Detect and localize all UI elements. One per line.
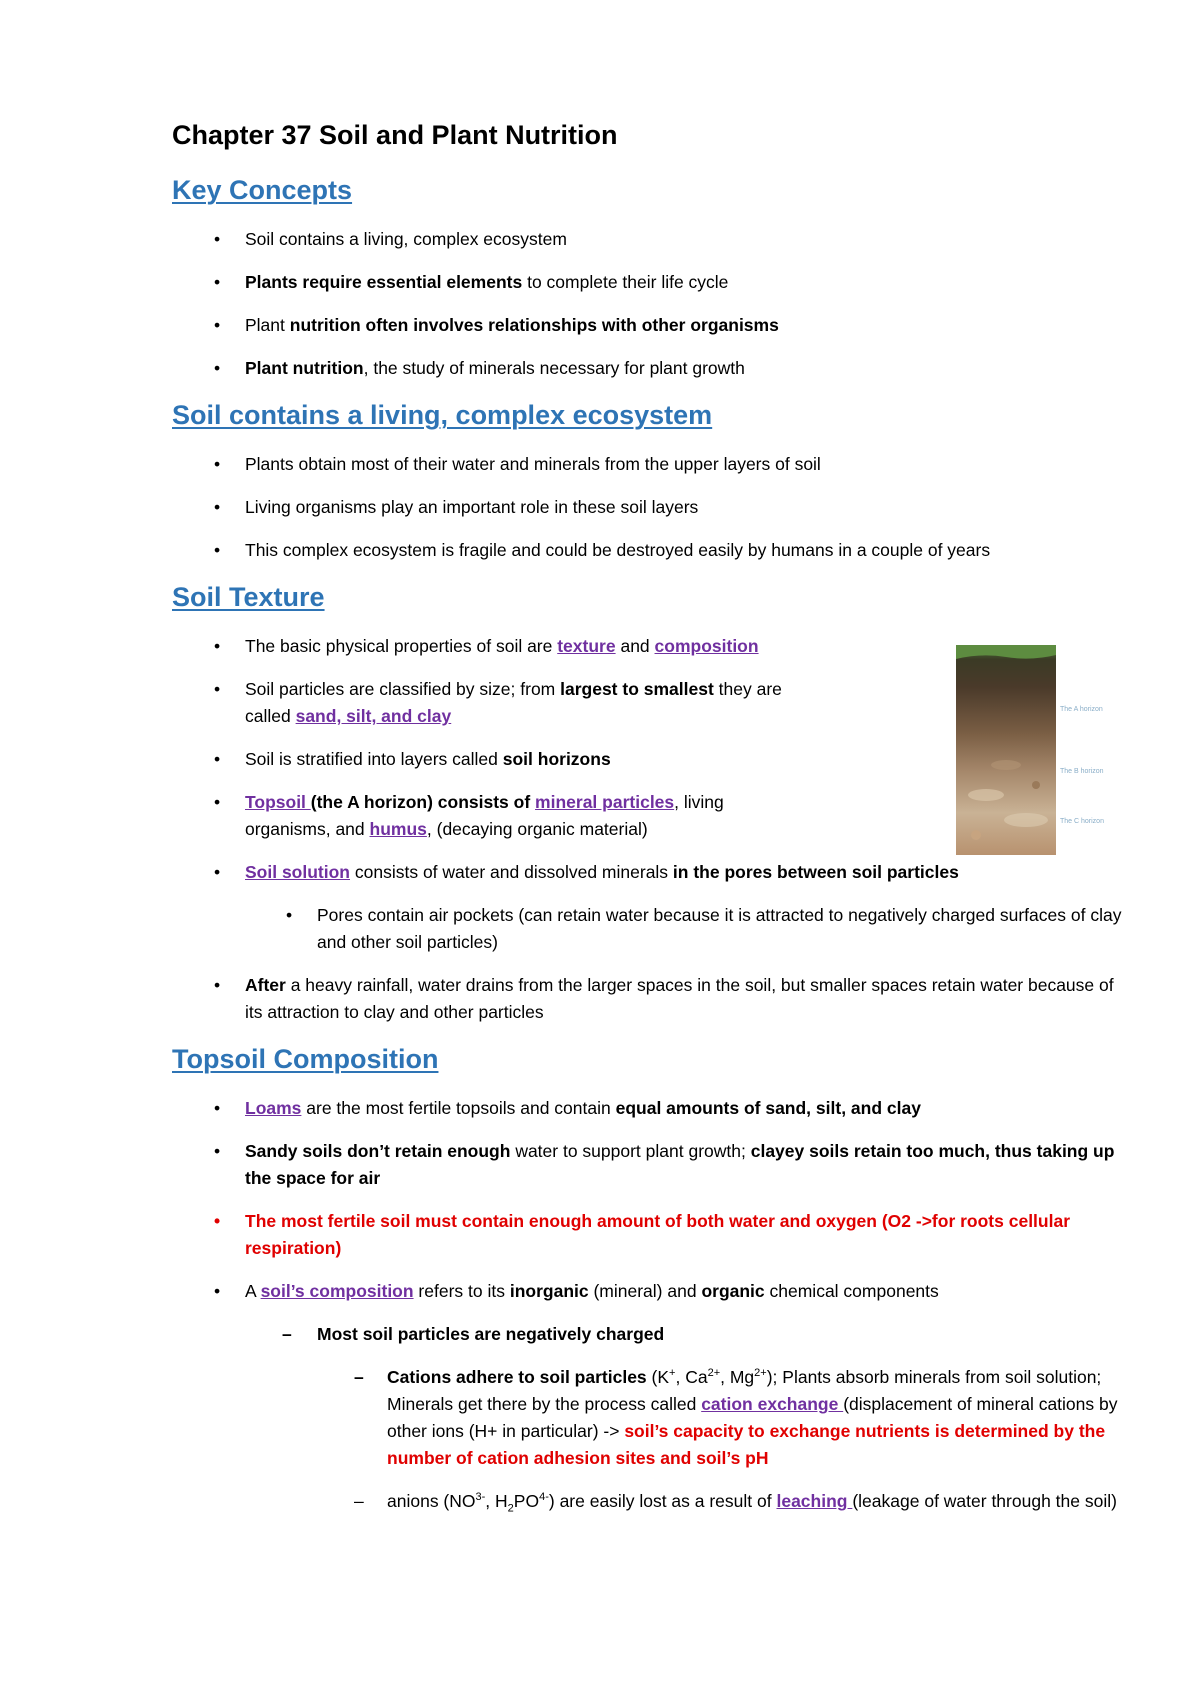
heading-ecosystem: Soil contains a living, complex ecosystem	[172, 400, 713, 431]
list-item: • Soil solution consists of water and dissolved minerals in the pores between soil particles	[214, 862, 959, 883]
list-item: • Living organisms play an important role in these soil layers	[214, 497, 699, 518]
figure-label-b-horizon: The B horizon	[1060, 768, 1104, 775]
soil-profile-illustration	[956, 645, 1056, 855]
list-item: – Cations adhere to soil particles (K+, $Ca^{2+}$, $Mg^{2+}$); Plants absorb minerals from soil solution; Minerals get there by the process called cation exchange (displacement of mineral cations by other ions (H+ in particular) -> soil’s capacity to exchange nutrients is determined by the number of cation adhesion sites and soil’s pH	[354, 1367, 1118, 1469]
list-item: • Topsoil (the A horizon) consists of mineral particles, living organisms, and humus, (decaying organic material)	[214, 792, 724, 840]
list-item: • Plant nutrition, the study of minerals necessary for plant growth	[214, 358, 745, 379]
list-item: • Soil contains a living, complex ecosystem	[214, 229, 567, 250]
list-item: • Soil particles are classified by size; from largest to smallest they are called sand, silt, and clay	[214, 679, 782, 727]
list-ecosystem	[172, 451, 1132, 564]
heading-soil-texture: Soil Texture	[172, 582, 325, 613]
list-item: • Sandy soils don’t retain enough water to support plant growth; clayey soils retain too much, thus taking up the space for air	[214, 1141, 1115, 1189]
list-item: • Plant nutrition often involves relationships with other organisms	[214, 315, 779, 336]
heading-topsoil-composition: Topsoil Composition	[172, 1044, 439, 1075]
list-item: • Plants require essential elements to complete their life cycle	[214, 272, 729, 293]
list-item: • This complex ecosystem is fragile and could be destroyed easily by humans in a couple of years	[214, 540, 991, 561]
list-item: • Loams are the most fertile topsoils and contain equal amounts of sand, silt, and clay	[214, 1098, 921, 1119]
list-item: • A soil’s composition refers to its inorganic (mineral) and organic chemical components	[214, 1281, 939, 1302]
list-item: • The most fertile soil must contain enough amount of both water and oxygen (O2 ->for roots cellular respiration)	[214, 1211, 1071, 1259]
list-item: • Soil is stratified into layers called soil horizons	[214, 749, 611, 770]
list-item: – anions ($NO^{3-}$, $H_2PO^{4-}$) are easily lost as a result of leaching (leakage of water through the soil)	[354, 1491, 1117, 1515]
heading-key-concepts: Key Concepts	[172, 175, 353, 206]
figure-label-a-horizon: The A horizon	[1060, 706, 1103, 713]
list-item: – Most soil particles are negatively charged	[282, 1324, 665, 1345]
figure-label-c-horizon: The C horizon	[1060, 818, 1104, 825]
list-item: • Plants obtain most of their water and minerals from the upper layers of soil	[214, 454, 821, 475]
list-item: • Pores contain air pockets (can retain water because it is attracted to negatively charged surfaces of clay and other soil particles)	[286, 905, 1122, 953]
page-title: Chapter 37 Soil and Plant Nutrition	[172, 120, 618, 150]
list-item: • After a heavy rainfall, water drains from the larger spaces in the soil, but smaller spaces retain water because of its attraction to clay and other particles	[214, 975, 1114, 1023]
list-key-concepts	[172, 226, 1132, 382]
list-item: • The basic physical properties of soil are texture and composition	[214, 636, 759, 657]
list-topsoil-composition	[172, 1095, 1132, 1515]
soil-horizons-image	[956, 645, 1056, 855]
